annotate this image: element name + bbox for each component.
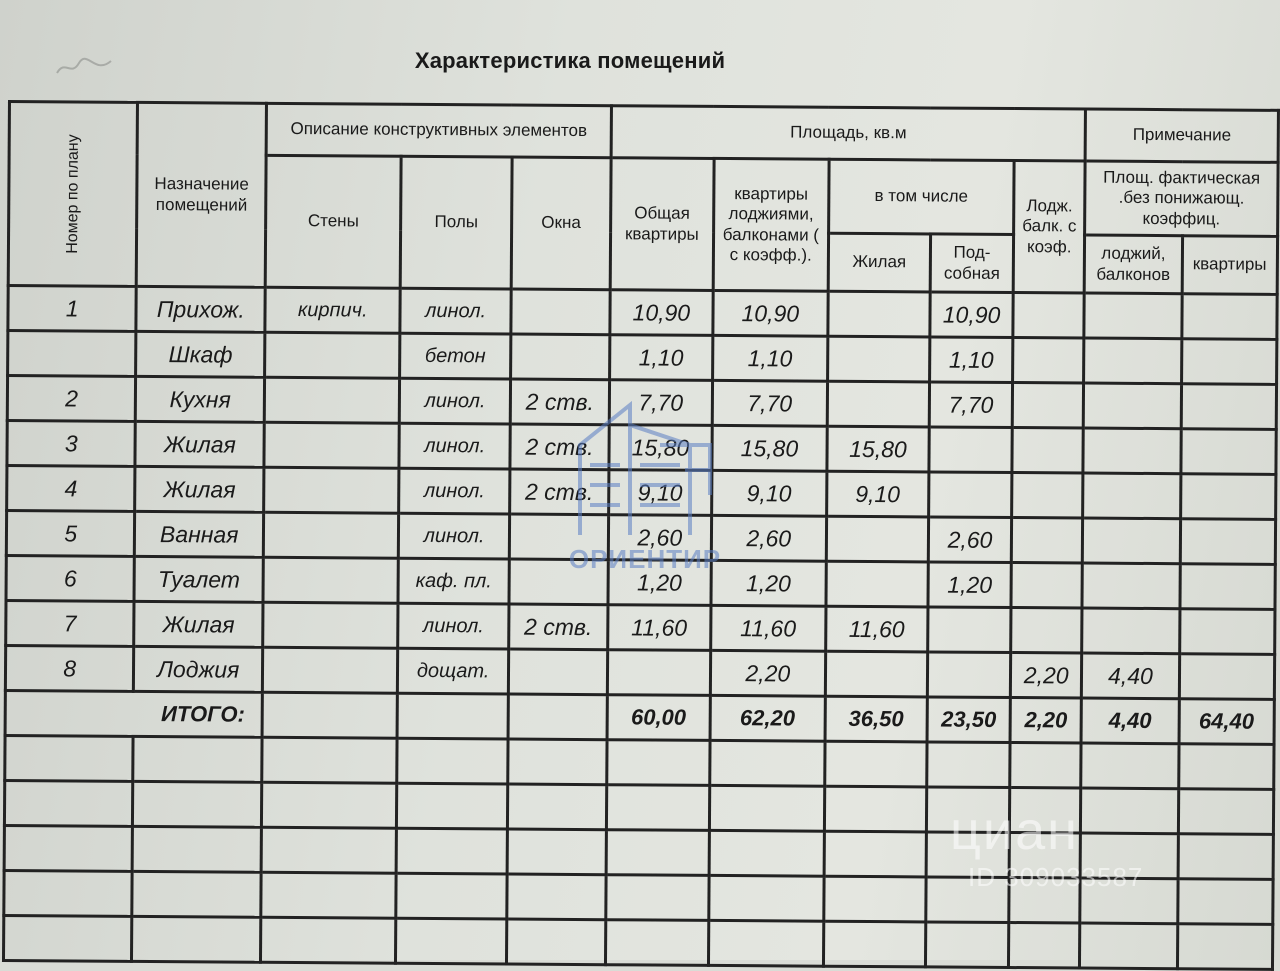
cell-actual-flat: [1180, 429, 1276, 475]
cell-living-area: [825, 651, 927, 697]
empty-cell: [4, 825, 133, 871]
cell-walls: кирпич.: [265, 287, 400, 333]
cell-actual-loggia: 4,40: [1082, 653, 1180, 699]
empty-cell: [508, 739, 607, 785]
empty-cell: [396, 918, 507, 964]
cell-floors: линол.: [400, 378, 511, 424]
cell-living-area: 9,10: [826, 471, 928, 517]
cell-floors: дощат.: [398, 648, 509, 694]
cell-room-name: Жилая: [135, 466, 264, 512]
empty-cell: [927, 742, 1010, 788]
cell-floors: линол.: [399, 468, 510, 514]
header-loggia-coef: Лодж. балк. с коэф.: [1013, 161, 1085, 293]
cell-floors: линол.: [398, 603, 509, 649]
empty-cell: [261, 872, 396, 918]
empty-cell: [710, 740, 825, 786]
cell-floors: каф. пл.: [398, 558, 509, 604]
empty-cell: [4, 780, 133, 826]
cell-loggia-coef: 2,20: [1010, 653, 1081, 698]
cell-actual-loggia: [1084, 383, 1182, 429]
empty-cell: [709, 875, 824, 921]
empty-cell: [823, 921, 925, 967]
cell-walls: [264, 422, 399, 468]
header-total-flat: Общая квартиры: [610, 158, 714, 291]
cell-windows: [511, 289, 610, 335]
cell-actual-loggia: [1083, 428, 1181, 474]
empty-cell: [606, 875, 709, 921]
cell-room-number: 8: [5, 645, 134, 691]
empty-cell: [606, 830, 709, 876]
cell-room-name: Ванная: [135, 511, 264, 557]
cell-total-area: 10,90: [610, 290, 713, 336]
cell-actual-flat: [1179, 654, 1275, 700]
building-logo-icon: [560, 385, 720, 545]
cell-loggia-coef: [1013, 293, 1084, 338]
cell-area-with-loggia: 2,60: [711, 515, 826, 561]
cell-aux-area: [929, 472, 1012, 518]
cell-room-name: Жилая: [134, 601, 263, 647]
cell-room-name: Туалет: [134, 556, 263, 602]
cell-total-area: [607, 650, 710, 696]
cell-aux-area: [929, 427, 1012, 473]
cell-loggia-coef: [1012, 428, 1083, 473]
header-construction: Описание конструктивных элементов: [266, 103, 611, 157]
header-room-number: [8, 102, 138, 287]
cell-area-with-loggia: 10,90: [713, 290, 828, 336]
cell-walls: [263, 647, 398, 693]
cian-listing-id: ID 309033587: [968, 862, 1144, 892]
cell-room-number: [8, 331, 137, 377]
empty-cell: [132, 916, 261, 962]
total-aux: 23,50: [927, 697, 1010, 743]
total-total: 60,00: [607, 695, 710, 741]
header-floors: Полы: [400, 156, 512, 289]
cell-room-number: 7: [6, 600, 135, 646]
cell-total-area: 7,70: [609, 380, 712, 426]
total-actual-flat: 64,40: [1179, 699, 1275, 745]
cell-actual-flat: [1181, 339, 1277, 385]
pencil-scribble: [55, 55, 115, 79]
header-flats: квартиры: [1182, 236, 1278, 295]
cell-floors: бетон: [400, 333, 511, 379]
cell-room-number: 6: [6, 555, 135, 601]
header-flat-with-loggias: квартиры лоджиями, балконами ( с коэфф.).: [713, 158, 829, 291]
empty-cell: [708, 920, 823, 966]
cell-living-area: 11,60: [825, 606, 927, 652]
empty-cell: [506, 919, 605, 965]
cell-walls: [265, 332, 400, 378]
empty-row: [3, 915, 1272, 969]
empty-cell: [261, 827, 396, 873]
empty-cell: [1177, 924, 1273, 970]
cell-loggia-coef: [1012, 473, 1083, 518]
empty-cell: [606, 785, 709, 831]
cell-living-area: [827, 336, 929, 382]
empty-cell: [5, 735, 134, 781]
cell-windows: 2 ств.: [510, 379, 609, 425]
empty-cell: [1010, 743, 1081, 788]
cell-living-area: 15,80: [827, 426, 929, 472]
cell-actual-loggia: [1084, 338, 1182, 384]
cell-walls: [263, 512, 398, 558]
empty-cell: [262, 692, 397, 738]
empty-cell: [261, 917, 396, 963]
cell-room-number: 3: [7, 421, 136, 467]
empty-cell: [1080, 923, 1178, 969]
empty-cell: [824, 786, 926, 832]
empty-cell: [133, 826, 262, 872]
empty-cell: [262, 782, 397, 828]
cell-area-with-loggia: 9,10: [711, 470, 826, 516]
empty-cell: [396, 828, 507, 874]
cell-area-with-loggia: 15,80: [712, 425, 827, 471]
cell-floors: линол.: [400, 288, 511, 334]
cell-walls: [264, 377, 399, 423]
cell-total-area: 1,20: [608, 560, 711, 606]
cell-windows: [508, 649, 607, 695]
empty-cell: [709, 785, 824, 831]
cell-windows: [511, 334, 610, 380]
cell-area-with-loggia: 1,20: [711, 560, 826, 606]
cell-area-with-loggia: 1,10: [712, 335, 827, 381]
empty-cell: [397, 693, 508, 739]
cell-room-name: Шкаф: [136, 331, 265, 377]
cell-walls: [263, 557, 398, 603]
cell-walls: [263, 602, 398, 648]
cell-room-number: 4: [7, 466, 136, 512]
cell-aux-area: 7,70: [929, 382, 1012, 428]
cell-loggia-coef: [1011, 563, 1083, 608]
cell-living-area: [826, 516, 928, 562]
cell-actual-flat: [1180, 564, 1276, 610]
cell-area-with-loggia: 7,70: [712, 380, 827, 426]
cell-area-with-loggia: 11,60: [711, 605, 826, 651]
empty-cell: [397, 738, 508, 784]
header-walls: Стены: [265, 155, 401, 288]
empty-cell: [508, 694, 607, 740]
cell-room-number: 5: [6, 511, 135, 557]
header-note: Примечание: [1085, 109, 1278, 162]
empty-cell: [132, 871, 261, 917]
header-actual-area: Площ. фактическая .без понижающ. коэффиц.: [1085, 161, 1278, 236]
cell-actual-flat: [1181, 384, 1277, 430]
empty-cell: [507, 829, 606, 875]
total-living: 36,50: [825, 696, 927, 742]
empty-cell: [1081, 743, 1179, 789]
cell-walls: [264, 467, 399, 513]
empty-cell: [507, 874, 606, 920]
cell-loggia-coef: [1011, 608, 1082, 653]
cell-total-area: 15,80: [609, 425, 712, 471]
total-loggia-coef: 2,20: [1010, 698, 1081, 743]
cell-actual-loggia: [1082, 608, 1180, 654]
document-title: Характеристика помещений: [414, 48, 726, 73]
empty-cell: [825, 741, 927, 787]
cell-living-area: [826, 561, 928, 607]
cell-room-name: Прихож.: [136, 286, 265, 332]
cell-actual-flat: [1180, 519, 1276, 565]
cell-living-area: [828, 291, 930, 337]
empty-cell: [925, 922, 1008, 968]
empty-cell: [709, 830, 824, 876]
cell-windows: 2 ств.: [510, 469, 609, 515]
totals-label: ИТОГО:: [5, 690, 262, 737]
cell-room-number: 1: [8, 286, 137, 332]
empty-cell: [3, 915, 132, 961]
cell-actual-loggia: [1083, 518, 1181, 564]
orientir-watermark: [560, 385, 720, 575]
cell-room-name: Лоджия: [134, 646, 263, 692]
header-auxiliary: Под-собная: [930, 234, 1014, 293]
cell-aux-area: 10,90: [930, 292, 1013, 338]
cell-area-with-loggia: 2,20: [710, 650, 825, 696]
header-windows: Окна: [511, 157, 611, 290]
header-area: Площадь, кв.м: [611, 106, 1086, 161]
cell-loggia-coef: [1011, 518, 1082, 563]
empty-cell: [824, 876, 926, 922]
cell-windows: 2 ств.: [510, 424, 609, 470]
cell-actual-loggia: [1082, 563, 1180, 609]
cell-windows: 2 ств.: [509, 604, 608, 650]
cell-room-name: Жилая: [135, 421, 264, 467]
cell-total-area: 11,60: [608, 605, 711, 651]
cell-floors: линол.: [399, 513, 510, 559]
cell-total-area: 1,10: [609, 335, 712, 381]
cell-aux-area: 1,20: [928, 562, 1011, 608]
empty-cell: [507, 784, 606, 830]
empty-cell: [607, 740, 710, 786]
header-including: в том числе: [828, 159, 1014, 234]
header-room-number-label: Номер по плану: [64, 134, 82, 255]
empty-cell: [4, 870, 133, 916]
cell-loggia-coef: [1012, 383, 1083, 428]
cell-actual-flat: [1180, 474, 1276, 520]
cell-room-number: 2: [7, 376, 136, 422]
cell-aux-area: 1,10: [930, 337, 1013, 383]
empty-cell: [1009, 923, 1080, 968]
header-purpose: Назначение помещений: [137, 102, 267, 287]
empty-cell: [824, 831, 926, 877]
orientir-watermark-text: ОРИЕНТИР: [568, 544, 722, 574]
cell-living-area: [827, 381, 929, 427]
total-with-loggia: 62,20: [710, 695, 825, 741]
cian-watermark: [950, 800, 1250, 890]
cell-actual-flat: [1181, 294, 1277, 340]
cell-actual-loggia: [1083, 473, 1181, 519]
cell-actual-flat: [1179, 609, 1275, 655]
cell-total-area: 2,60: [608, 515, 711, 561]
cell-total-area: 9,10: [608, 470, 711, 516]
empty-cell: [605, 920, 708, 966]
cell-floors: линол.: [399, 423, 510, 469]
cian-brand: циан: [950, 801, 1079, 861]
cell-aux-area: [928, 607, 1011, 653]
cell-actual-loggia: [1084, 293, 1182, 339]
cell-aux-area: [927, 652, 1010, 698]
empty-cell: [133, 736, 262, 782]
empty-cell: [397, 783, 508, 829]
empty-cell: [1178, 744, 1274, 790]
header-loggias-balconies: лоджий, балконов: [1085, 235, 1183, 294]
cell-loggia-coef: [1013, 338, 1084, 383]
empty-cell: [262, 737, 397, 783]
cell-aux-area: 2,60: [928, 517, 1011, 563]
cell-room-name: Кухня: [136, 376, 265, 422]
empty-cell: [396, 873, 507, 919]
empty-cell: [133, 781, 262, 827]
total-actual-loggia: 4,40: [1081, 698, 1179, 744]
header-living: Жилая: [828, 233, 931, 292]
